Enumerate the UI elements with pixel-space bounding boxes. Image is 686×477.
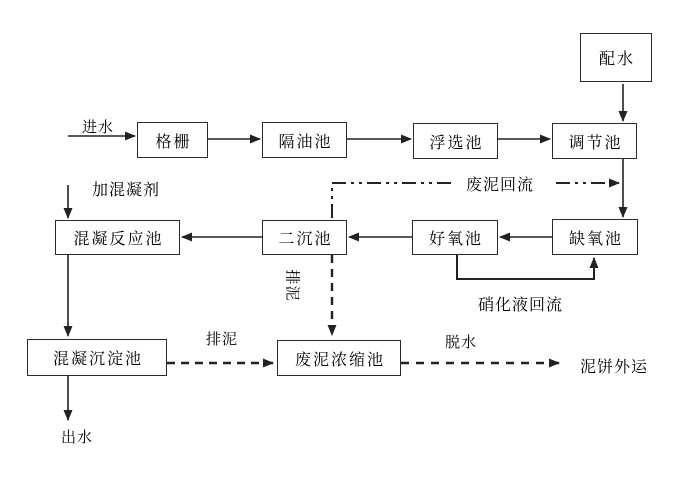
label-effluent: 出水 (61, 428, 94, 446)
label-sludge-discharge: 排泥 (206, 330, 239, 348)
node-sludge-thickener: 废泥浓缩池 (277, 340, 401, 376)
node-coagulation-sedimentation-tank: 混凝沉淀池 (27, 339, 167, 376)
node-coagulation-reaction-tank: 混凝反应池 (55, 220, 180, 255)
node-flotation-tank: 浮选池 (413, 123, 498, 159)
node-anoxic-tank: 缺氧池 (552, 219, 638, 255)
line-waste-sludge-return-left (332, 183, 453, 218)
label-nitrified-liquor-return: 硝化液回流 (478, 295, 564, 314)
node-secondary-clarifier: 二沉池 (262, 220, 347, 255)
label-influent: 进水 (82, 118, 115, 136)
node-water-distribution: 配水 (580, 33, 652, 82)
node-equalization-tank: 调节池 (552, 123, 637, 159)
node-oil-separator: 隔油池 (262, 122, 347, 158)
label-sludge-cake-out: 泥饼外运 (580, 357, 649, 376)
arrow-nitrified-liquor-return (457, 255, 594, 279)
label-add-coagulant: 加混凝剂 (92, 180, 161, 199)
node-aerobic-tank: 好氧池 (412, 220, 498, 255)
label-dewatering: 脱水 (445, 333, 478, 351)
label-sludge-discharge-vertical: 排泥 (283, 269, 302, 302)
label-waste-sludge-return: 废泥回流 (466, 175, 535, 194)
node-bar-screen: 格栅 (137, 122, 208, 158)
